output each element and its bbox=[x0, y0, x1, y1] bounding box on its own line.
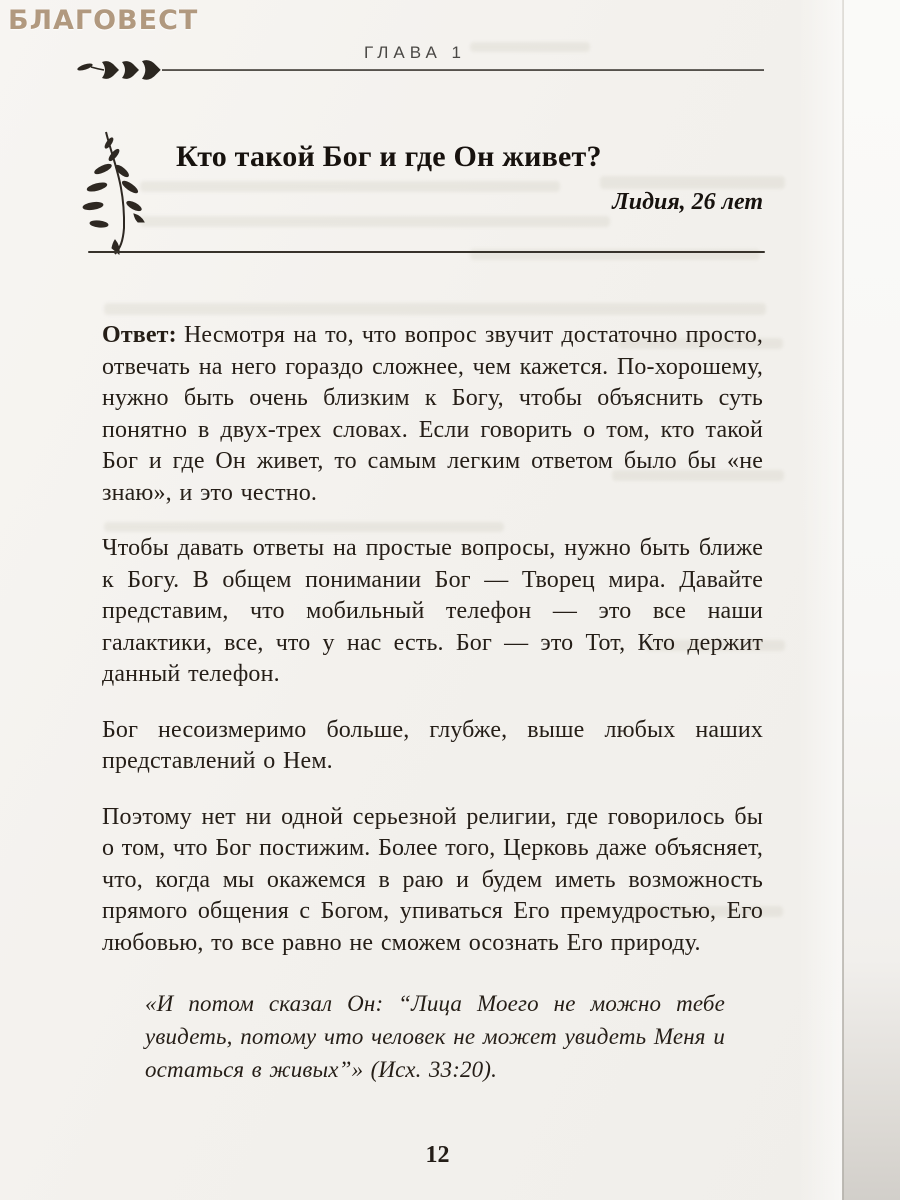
answer-label: Ответ: bbox=[102, 322, 177, 348]
ghost-text-line bbox=[140, 181, 560, 192]
ghost-text-line bbox=[600, 176, 785, 189]
chapter-header: ГЛАВА 1 bbox=[363, 43, 467, 62]
page-number: 12 bbox=[425, 1142, 450, 1168]
ghost-text-line bbox=[104, 303, 766, 315]
question-author: Лидия, 26 лет bbox=[612, 189, 763, 215]
page-curl-highlight bbox=[798, 0, 843, 1200]
shop-watermark: БЛАГОВЕСТ bbox=[8, 5, 199, 36]
scripture-quote: «И потом сказал Он: “Лица Моего не можно тебе увидеть, потому что человек не может увидеть Меня и остаться в живых”» (Исх. 33:20). bbox=[145, 991, 725, 1082]
section-divider-rule bbox=[88, 251, 765, 253]
page-fore-edge bbox=[844, 0, 900, 1200]
body-paragraph-3: Бог несоизмеримо больше, глубже, выше любых наших представлений о Нем. bbox=[102, 716, 763, 774]
body-paragraph-1 bbox=[102, 320, 763, 509]
question-title: Кто такой Бог и где Он живет? bbox=[176, 140, 602, 173]
ghost-text-line bbox=[140, 216, 610, 227]
paragraph-text: Несмотря на то, что вопрос звучит достаточно просто, отвечать на него гораздо сложнее, чем кажется. По-хорошему, нужно быть очень близким к Богу, чтобы объяснить суть понятно в двух-трех словах. Если говорить о том, кто такой Бог и где Он живет, то самым легким ответом было бы «не знаю», и это честно. bbox=[102, 322, 763, 506]
branch-ornament-icon bbox=[78, 130, 166, 258]
body-paragraph-4: Поэтому нет ни одной серьезной религии, где говорилось бы о том, что Бог постижим. Более того, Церковь даже объясняет, что, когда мы окажемся в раю и будем иметь возможность прямого общения с Богом, упиваться Его премудростью, Его любовью, то все равно не сможем осознать Его природу. bbox=[102, 803, 763, 956]
body-paragraph-2: Чтобы давать ответы на простые вопросы, нужно быть ближе к Богу. В общем понимании Бог — Творец мира. Давайте представим, что мобильный телефон — это все наши галактики, все, что у нас есть. Бог — это Тот, Кто держит данный телефон. bbox=[102, 535, 763, 687]
leaf-arrow-divider-icon bbox=[74, 58, 766, 84]
answer-body bbox=[102, 320, 763, 1086]
